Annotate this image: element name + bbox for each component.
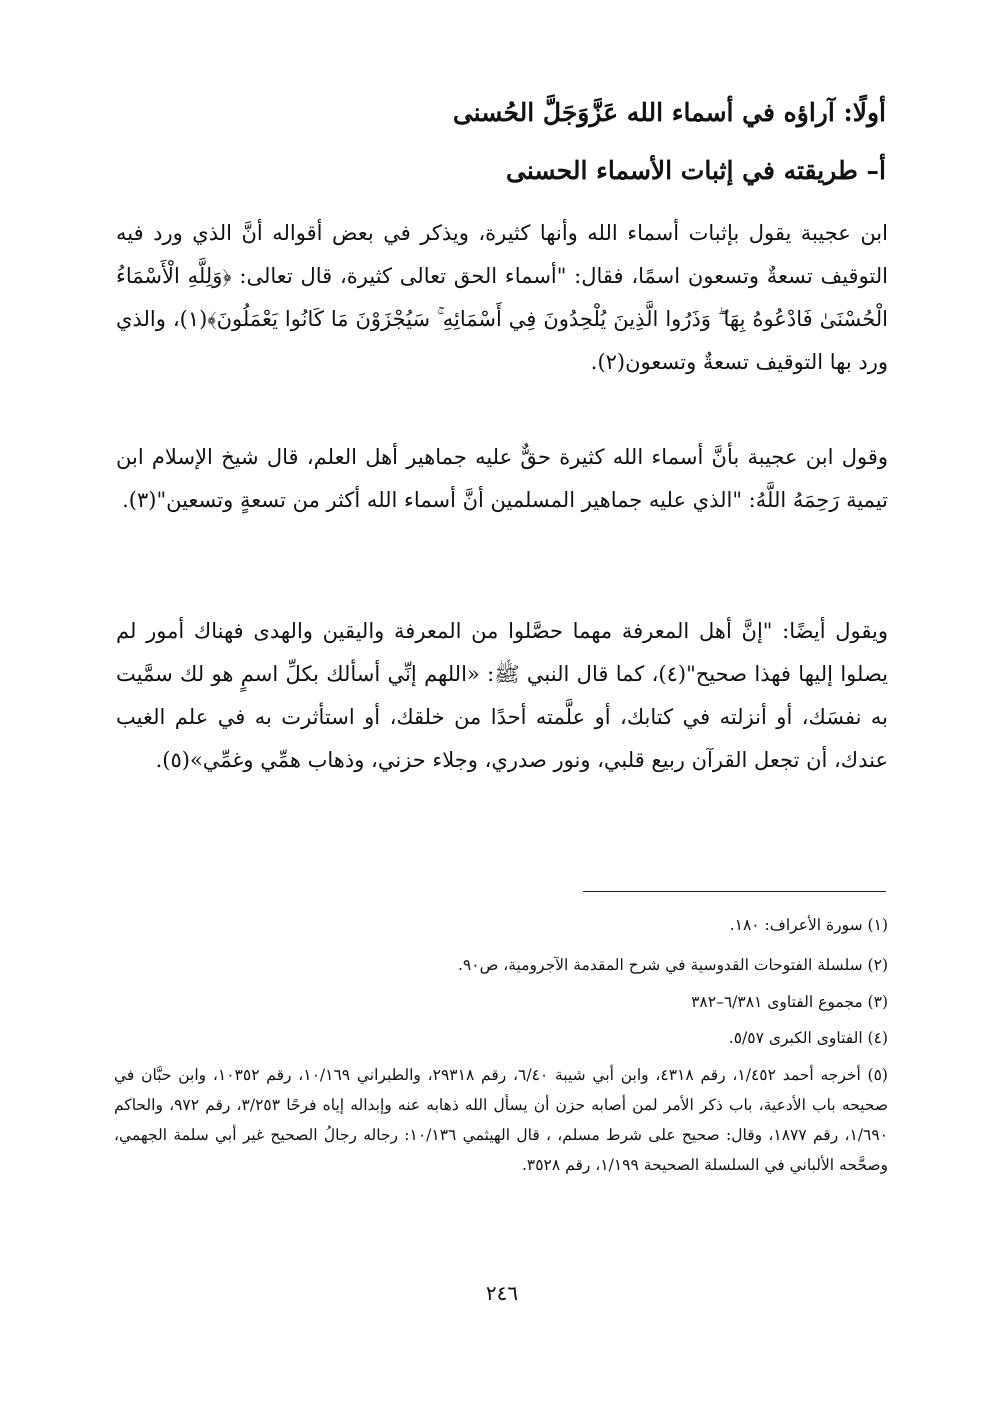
footnote-separator — [583, 891, 886, 892]
subsection-heading: أ– طريقته في إثبات الأسماء الحسنى — [506, 156, 886, 185]
page-number: ٢٤٦ — [485, 1281, 519, 1305]
footnote-5: (٥) أخرجه أحمد ١/٤٥٢، رقم ٤٣١٨، وابن أبي شيبة ٦/٤٠، رقم ٢٩٣١٨، والطبراني ١٠/١٦٩، رقم ١٠٣٥٢، وابن حبَّان في صحيحه باب الأدعية، باب ذكر الأمر لمن أصابه حزن أن يسأل الله ذهابه عنه وإبداله إياه فرحًا ٣/٢٥٣، رقم ٩٧٢، والحاكم ١/٦٩٠، رقم ١٨٧٧، وقال: صحيح على شرط مسلم، ، قال الهيثمي ١٠/١٣٦: رجاله رجالُ الصحيح غير أبي سلمة الجهمي، وصحَّحه الألباني في السلسلة الصحيحة ١/١٩٩، رقم ٣٥٢٨. — [114, 1066, 888, 1174]
section-heading: أولًا: آراؤه في أسماء الله عَزَّوَجَلَّ الحُسنى — [452, 98, 886, 127]
footnote-4: (٤) الفتاوى الكبرى ٥/٥٧. — [728, 1029, 888, 1047]
footnote-2: (٢) سلسلة الفتوحات القدوسية في شرح المقدمة الآجرومية، ص٩٠. — [457, 956, 888, 974]
footnote-1: (١) سورة الأعراف: ١٨٠. — [729, 916, 888, 934]
footnote-3: (٣) مجموع الفتاوى ٦/٣٨١–٣٨٢ — [691, 993, 888, 1011]
paragraph-2: وقول ابن عجيبة بأنَّ أسماء الله كثيرة حقٌّ عليه جماهير أهل العلم، قال شيخ الإسلام ابن تيمية رَحِمَهُ اللَّهُ: "الذي عليه جماهير المسلمين أنَّ أسماء الله أكثر من تسعةٍ وتسعين"(٣). — [116, 445, 888, 512]
paragraph-1: ابن عجيبة يقول بإثبات أسماء الله وأنها كثيرة، ويذكر في بعض أقواله أنَّ الذي ورد فيه التوقيف تسعةٌ وتسعون اسمًا، فقال: "أسماء الحق تعالى كثيرة، قال تعالى: ﴿وَلِلَّهِ الْأَسْمَاءُ الْحُسْنَىٰ فَادْعُوهُ بِهَا ۖ وَذَرُوا الَّذِينَ يُلْحِدُونَ فِي أَسْمَائِهِ ۚ سَيُجْزَوْنَ مَا كَانُوا يَعْمَلُونَ﴾(١)، والذي ورد بها التوقيف تسعةٌ وتسعون(٢). — [116, 221, 888, 374]
paragraph-3: ويقول أيضًا: "إنَّ أهل المعرفة مهما حصَّلوا من المعرفة واليقين والهدى فهناك أمور لم يصلوا إليها فهذا صحيح"(٤)، كما قال النبي ﷺ: «اللهم إنِّي أسألك بكلِّ اسمٍ هو لك سمَّيت به نفسَك، أو أنزلته في كتابك، أو علَّمته أحدًا من خلقك، أو استأثرت به في علم الغيب عندك، أن تجعل القرآن ربيع قلبي، ونور صدري، وجلاء حزني، وذهاب همِّي وغمِّي»(٥). — [116, 619, 889, 772]
